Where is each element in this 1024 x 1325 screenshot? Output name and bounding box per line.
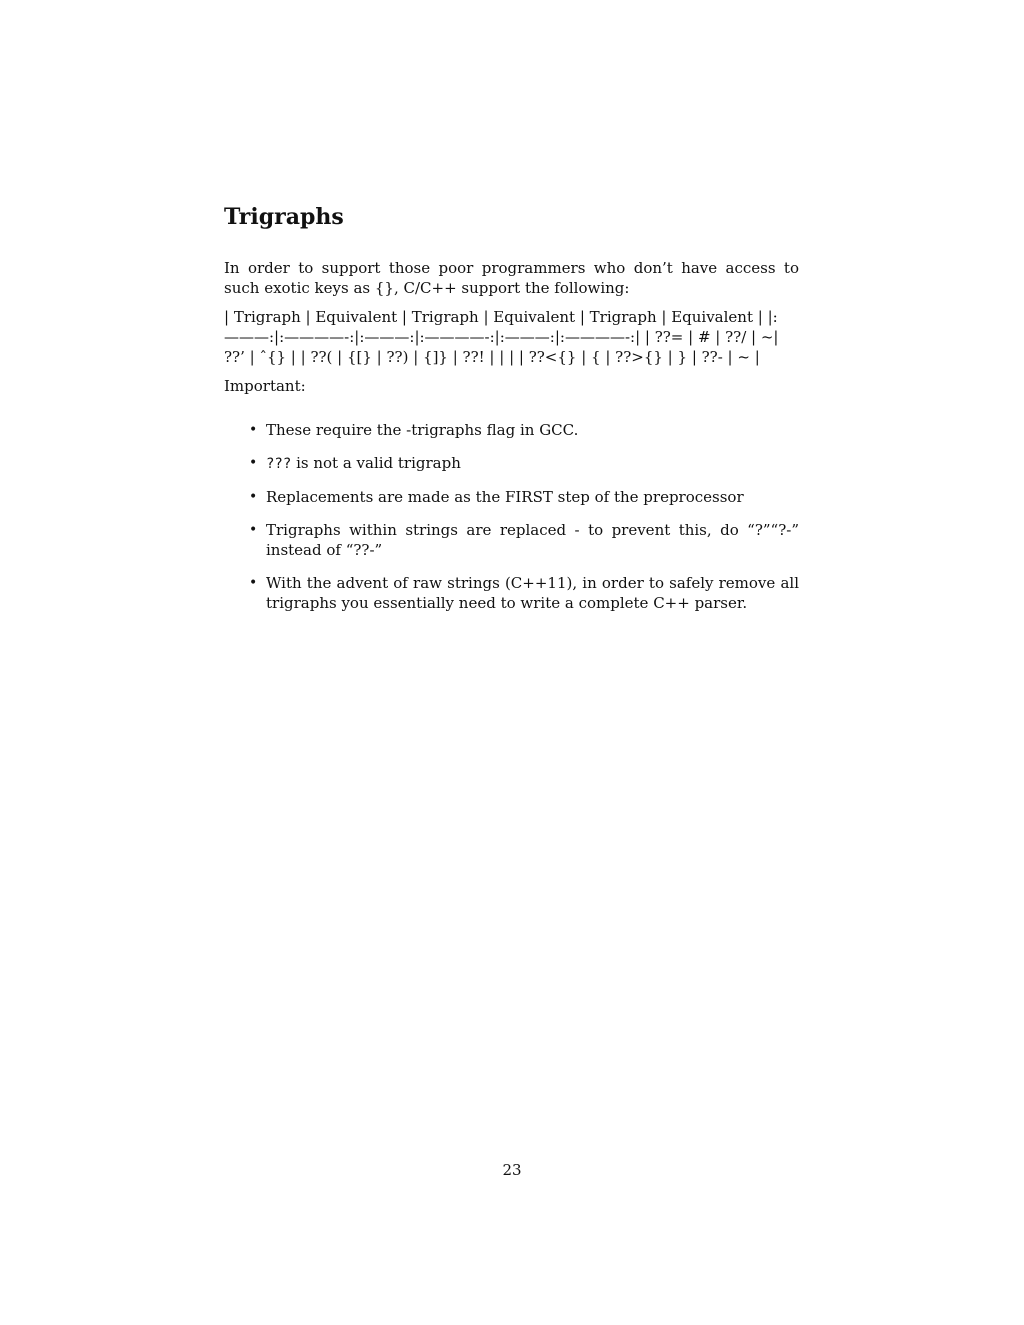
intro-paragraph: In order to support those poor programmers who don’t have access to such exotic keys as {}, C/C++ support the following:: [224, 259, 799, 297]
notes-list: [224, 420, 799, 613]
list-item: [224, 487, 799, 507]
list-item: [224, 453, 799, 474]
list-item: [224, 520, 799, 560]
list-item-text: Replacements are made as the FIRST step of the preprocessor: [266, 488, 744, 506]
bullet-icon: •: [249, 489, 258, 505]
bullet-icon: •: [249, 422, 258, 438]
section-heading: Trigraphs: [224, 204, 344, 230]
bullet-icon: •: [249, 455, 258, 471]
document-body: [224, 202, 799, 626]
bullet-icon: •: [249, 522, 258, 538]
list-item-text: These require the -trigraphs flag in GCC.: [266, 421, 579, 439]
page-number: 23: [502, 1161, 522, 1179]
trigraph-table-raw: | Trigraph | Equivalent | Trigraph | Equivalent | Trigraph | Equivalent | |:———:|:————-:|:———:|:————-:|:———:|:————-:| | ??= | # | ??/ | ~| ??’ | ˆ{} | | ??( | {[} | ??) | {]} | ??! | | | | ??<{} | { | ??>{} | } | ??- | ~ |: [224, 308, 779, 366]
list-item-text: is not a valid trigraph: [291, 454, 461, 472]
list-item-text: Trigraphs within strings are replaced - to prevent this, do “?”“?-” instead of “??-”: [266, 521, 799, 559]
list-item-text: With the advent of raw strings (C++11), in order to safely remove all trigraphs you essentially need to write a complete C++ parser.: [266, 574, 799, 612]
list-item: [224, 420, 799, 440]
important-label: Important:: [224, 377, 306, 395]
bullet-icon: •: [249, 575, 258, 591]
inline-code: ???: [266, 456, 292, 472]
list-item: [224, 573, 799, 613]
